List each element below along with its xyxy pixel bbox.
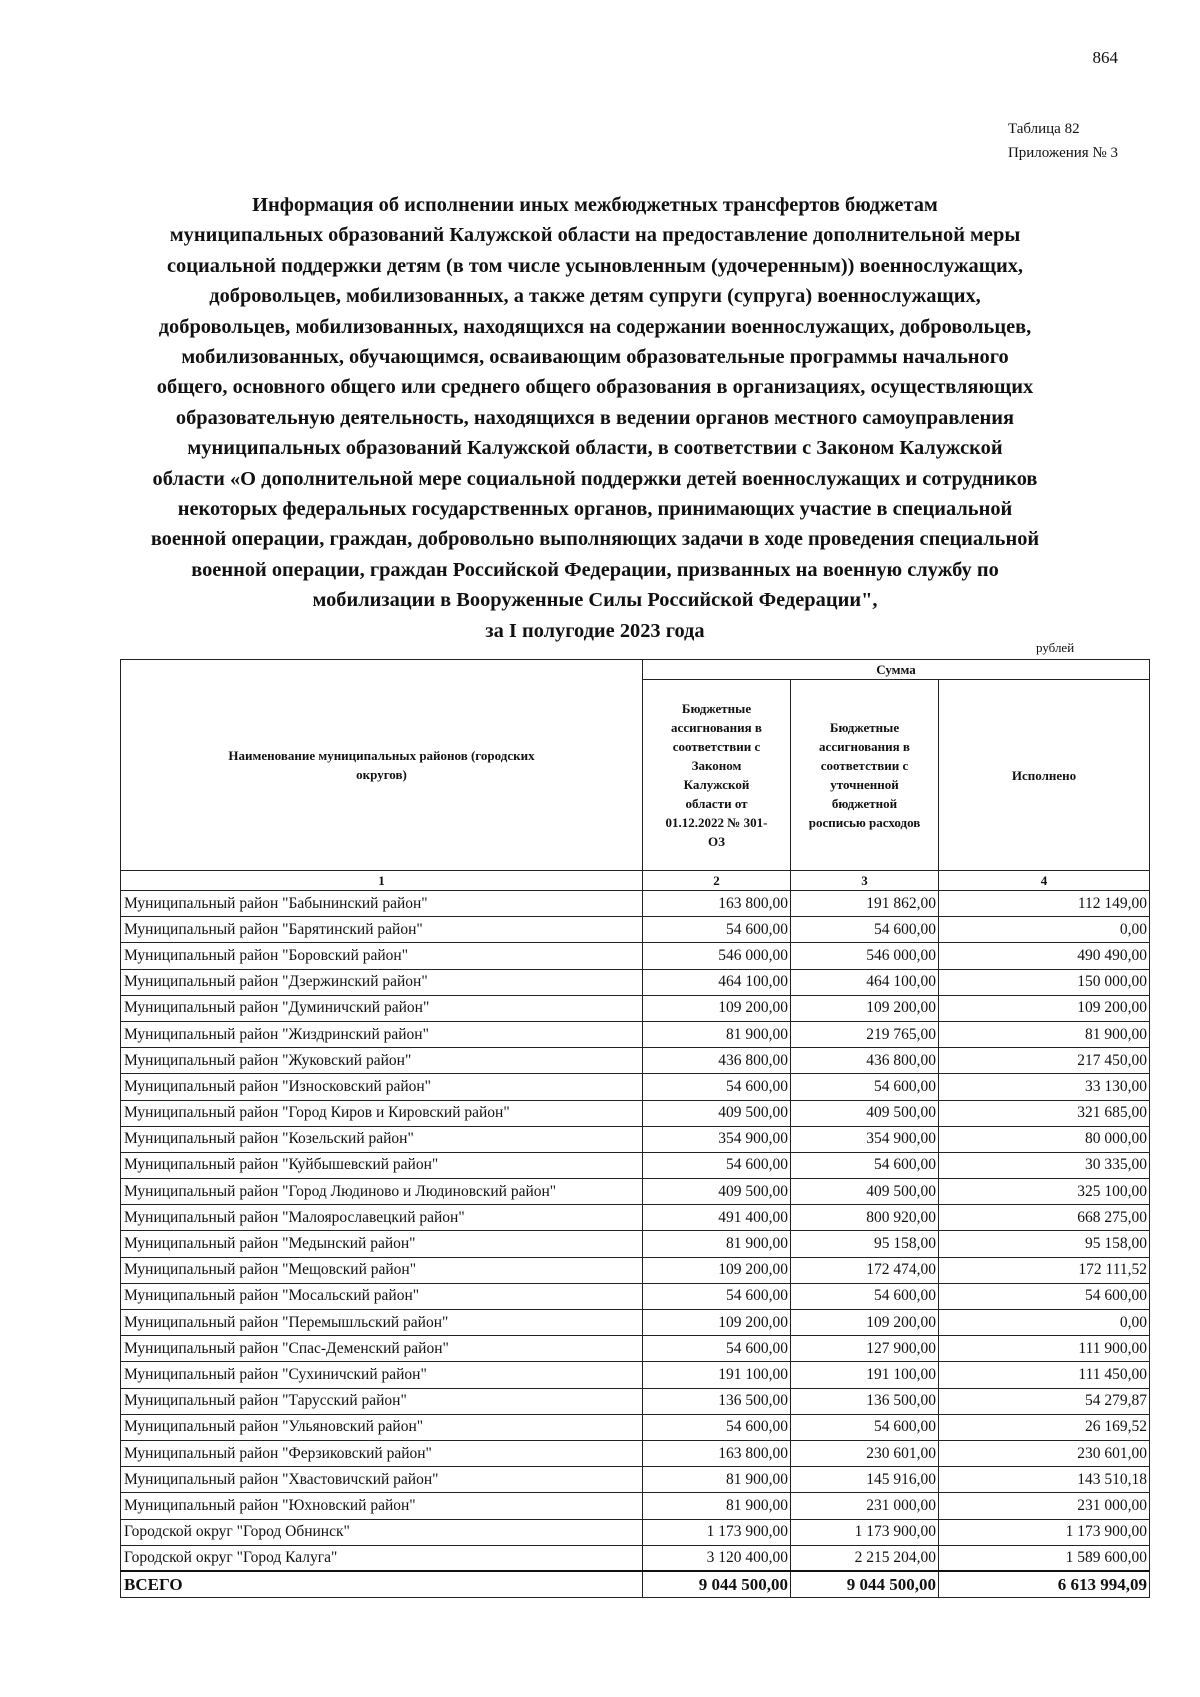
- row-executed-value: 0,00: [939, 1310, 1150, 1336]
- title-line: добровольцев, мобилизованных, а также детям супруги (супруга) военнослужащих,: [209, 285, 981, 308]
- row-refined-value: 546 000,00: [791, 943, 939, 969]
- row-name: Муниципальный район "Сухиничский район": [121, 1362, 643, 1388]
- row-refined-value: 230 601,00: [791, 1440, 939, 1466]
- table-row: [121, 943, 1150, 969]
- row-refined-value: 800 920,00: [791, 1205, 939, 1231]
- title-line: области «О дополнительной мере социальной поддержки детей военнослужащих и сотрудников: [152, 467, 1038, 490]
- table-row: [121, 1126, 1150, 1152]
- title-line: социальной поддержки детям (в том числе усыновленным (удочеренным)) военнослужащих,: [166, 254, 1024, 277]
- header-executed: Исполнено: [939, 680, 1150, 871]
- row-name: Муниципальный район "Думиничский район": [121, 995, 643, 1021]
- table-row: [121, 1545, 1150, 1571]
- row-name: Муниципальный район "Мещовский район": [121, 1257, 643, 1283]
- total-executed-value: 6 613 994,09: [939, 1571, 1150, 1597]
- row-name: Городской округ "Город Обнинск": [121, 1519, 643, 1545]
- row-refined-value: 191 862,00: [791, 891, 939, 917]
- column-number: 2: [643, 871, 791, 891]
- row-name: Муниципальный район "Жуковский район": [121, 1048, 643, 1074]
- table-row: [121, 1310, 1150, 1336]
- table-row: [121, 1467, 1150, 1493]
- table-row: [121, 1100, 1150, 1126]
- row-refined-value: 54 600,00: [791, 1283, 939, 1309]
- row-law-value: 409 500,00: [643, 1179, 791, 1205]
- row-name: Муниципальный район "Мосальский район": [121, 1283, 643, 1309]
- row-refined-value: 54 600,00: [791, 917, 939, 943]
- row-refined-value: 219 765,00: [791, 1021, 939, 1047]
- row-law-value: 54 600,00: [643, 1152, 791, 1178]
- row-law-value: 109 200,00: [643, 1257, 791, 1283]
- total-row: [121, 1571, 1150, 1597]
- row-executed-value: 111 900,00: [939, 1336, 1150, 1362]
- row-name: Муниципальный район "Тарусский район": [121, 1388, 643, 1414]
- row-law-value: 54 600,00: [643, 1336, 791, 1362]
- row-refined-value: 191 100,00: [791, 1362, 939, 1388]
- row-name: Городской округ "Город Калуга": [121, 1545, 643, 1571]
- row-law-value: 81 900,00: [643, 1467, 791, 1493]
- row-name: Муниципальный район "Перемышльский район": [121, 1310, 643, 1336]
- table-ref-line1: Таблица 82: [1007, 121, 1080, 137]
- row-refined-value: 145 916,00: [791, 1467, 939, 1493]
- table-row: [121, 1205, 1150, 1231]
- title-line: Информация об исполнении иных межбюджетных трансфертов бюджетам: [252, 194, 938, 216]
- row-law-value: 409 500,00: [643, 1100, 791, 1126]
- row-name: Муниципальный район "Барятинский район": [121, 917, 643, 943]
- row-law-value: 163 800,00: [643, 1440, 791, 1466]
- header-law-appropriations: Бюджетные ассигнования в соответствии с Законом Калужской области от 01.12.2022 № 301-ОЗ: [643, 680, 791, 871]
- row-refined-value: 1 173 900,00: [791, 1519, 939, 1545]
- total-label: ВСЕГО: [121, 1571, 643, 1597]
- row-executed-value: 490 490,00: [939, 943, 1150, 969]
- row-law-value: 54 600,00: [643, 917, 791, 943]
- row-refined-value: 464 100,00: [791, 969, 939, 995]
- table-row: [121, 1493, 1150, 1519]
- row-executed-value: 668 275,00: [939, 1205, 1150, 1231]
- row-executed-value: 1 589 600,00: [939, 1545, 1150, 1571]
- row-refined-value: 54 600,00: [791, 1074, 939, 1100]
- page-number: 864: [1092, 48, 1118, 67]
- table-row: [121, 1414, 1150, 1440]
- row-executed-value: 81 900,00: [939, 1021, 1150, 1047]
- document-title: [115, 190, 1075, 646]
- row-name: Муниципальный район "Медынский район": [121, 1231, 643, 1257]
- row-executed-value: 143 510,18: [939, 1467, 1150, 1493]
- row-refined-value: 436 800,00: [791, 1048, 939, 1074]
- row-name: Муниципальный район "Козельский район": [121, 1126, 643, 1152]
- column-number: 3: [791, 871, 939, 891]
- row-law-value: 436 800,00: [643, 1048, 791, 1074]
- row-name: Муниципальный район "Город Киров и Кировский район": [121, 1100, 643, 1126]
- row-executed-value: 321 685,00: [939, 1100, 1150, 1126]
- table-ref-line2: Приложения № 3: [1007, 145, 1118, 161]
- table-row: [121, 1440, 1150, 1466]
- row-name: Муниципальный район "Хвастовичский район": [121, 1467, 643, 1493]
- column-number: 1: [121, 871, 643, 891]
- row-name: Муниципальный район "Бабынинский район": [121, 891, 643, 917]
- row-executed-value: 95 158,00: [939, 1231, 1150, 1257]
- row-name: Муниципальный район "Жиздринский район": [121, 1021, 643, 1047]
- row-executed-value: 230 601,00: [939, 1440, 1150, 1466]
- row-refined-value: 136 500,00: [791, 1388, 939, 1414]
- units-label: рублей: [1036, 640, 1075, 655]
- header-refined-appropriations: Бюджетные ассигнования в соответствии с уточненной бюджетной росписью расходов: [791, 680, 939, 871]
- table-row: [121, 1179, 1150, 1205]
- row-name: Муниципальный район "Спас-Деменский район": [121, 1336, 643, 1362]
- title-line: муниципальных образований Калужской области, в соответствии с Законом Калужской: [187, 437, 1003, 460]
- title-line: некоторых федеральных государственных органов, принимающих участие в специальной: [177, 498, 1013, 521]
- row-law-value: 81 900,00: [643, 1021, 791, 1047]
- row-name: Муниципальный район "Ферзиковский район": [121, 1440, 643, 1466]
- table-row: [121, 1362, 1150, 1388]
- row-name: Муниципальный район "Боровский район": [121, 943, 643, 969]
- row-name: Муниципальный район "Юхновский район": [121, 1493, 643, 1519]
- table-row: [121, 1048, 1150, 1074]
- row-executed-value: 54 279,87: [939, 1388, 1150, 1414]
- row-executed-value: 111 450,00: [939, 1362, 1150, 1388]
- row-law-value: 54 600,00: [643, 1074, 791, 1100]
- table-row: [121, 1231, 1150, 1257]
- title-line: муниципальных образований Калужской области на предоставление дополнительной меры: [169, 224, 1021, 247]
- row-law-value: 163 800,00: [643, 891, 791, 917]
- row-refined-value: 109 200,00: [791, 995, 939, 1021]
- row-law-value: 81 900,00: [643, 1231, 791, 1257]
- row-refined-value: 172 474,00: [791, 1257, 939, 1283]
- row-name: Муниципальный район "Износковский район": [121, 1074, 643, 1100]
- row-law-value: 354 900,00: [643, 1126, 791, 1152]
- row-name: Муниципальный район "Куйбышевский район": [121, 1152, 643, 1178]
- title-line: мобилизованных, обучающимся, осваивающим образовательные программы начального: [181, 346, 1009, 369]
- row-law-value: 491 400,00: [643, 1205, 791, 1231]
- table-row: [121, 1021, 1150, 1047]
- row-executed-value: 54 600,00: [939, 1283, 1150, 1309]
- row-refined-value: 127 900,00: [791, 1336, 939, 1362]
- row-law-value: 54 600,00: [643, 1414, 791, 1440]
- row-refined-value: 409 500,00: [791, 1179, 939, 1205]
- row-name: Муниципальный район "Город Людиново и Людиновский район": [121, 1179, 643, 1205]
- row-law-value: 136 500,00: [643, 1388, 791, 1414]
- title-line: мобилизации в Вооруженные Силы Российской Федерации",: [312, 589, 878, 612]
- row-refined-value: 409 500,00: [791, 1100, 939, 1126]
- title-line: общего, основного общего или среднего общего образования в организациях, осуществляющих: [156, 376, 1034, 399]
- title-line: за I полугодие 2023 года: [485, 619, 705, 642]
- table-row: [121, 1519, 1150, 1545]
- row-refined-value: 54 600,00: [791, 1414, 939, 1440]
- total-law-value: 9 044 500,00: [643, 1571, 791, 1597]
- row-law-value: 464 100,00: [643, 969, 791, 995]
- table-row: [121, 1283, 1150, 1309]
- title-line: военной операции, граждан, добровольно выполняющих задачи в ходе проведения специальной: [150, 528, 1040, 551]
- row-executed-value: 1 173 900,00: [939, 1519, 1150, 1545]
- table-reference: [1008, 117, 1118, 165]
- row-law-value: 109 200,00: [643, 1310, 791, 1336]
- row-executed-value: 112 149,00: [939, 891, 1150, 917]
- row-executed-value: 231 000,00: [939, 1493, 1150, 1519]
- row-refined-value: 109 200,00: [791, 1310, 939, 1336]
- table-row: [121, 969, 1150, 995]
- row-law-value: 191 100,00: [643, 1362, 791, 1388]
- header-name-column: Наименование муниципальных районов (городских округов): [121, 660, 643, 871]
- row-executed-value: 33 130,00: [939, 1074, 1150, 1100]
- row-executed-value: 26 169,52: [939, 1414, 1150, 1440]
- row-executed-value: 150 000,00: [939, 969, 1150, 995]
- row-executed-value: 172 111,52: [939, 1257, 1150, 1283]
- table-row: [121, 1336, 1150, 1362]
- row-name: Муниципальный район "Малоярославецкий район": [121, 1205, 643, 1231]
- row-law-value: 109 200,00: [643, 995, 791, 1021]
- table-row: [121, 1152, 1150, 1178]
- table-row: [121, 917, 1150, 943]
- row-law-value: 81 900,00: [643, 1493, 791, 1519]
- row-refined-value: 54 600,00: [791, 1152, 939, 1178]
- table-row: [121, 891, 1150, 917]
- table-row: [121, 1388, 1150, 1414]
- row-law-value: 1 173 900,00: [643, 1519, 791, 1545]
- row-refined-value: 95 158,00: [791, 1231, 939, 1257]
- report-table: [120, 659, 1150, 1598]
- row-law-value: 546 000,00: [643, 943, 791, 969]
- table-row: [121, 995, 1150, 1021]
- row-executed-value: 109 200,00: [939, 995, 1150, 1021]
- row-executed-value: 30 335,00: [939, 1152, 1150, 1178]
- row-refined-value: 354 900,00: [791, 1126, 939, 1152]
- row-name: Муниципальный район "Дзержинский район": [121, 969, 643, 995]
- total-refined-value: 9 044 500,00: [791, 1571, 939, 1597]
- table-row: [121, 1257, 1150, 1283]
- row-executed-value: 217 450,00: [939, 1048, 1150, 1074]
- row-law-value: 3 120 400,00: [643, 1545, 791, 1571]
- title-line: военной операции, граждан Российской Федерации, призванных на военную службу по: [191, 558, 999, 581]
- row-name: Муниципальный район "Ульяновский район": [121, 1414, 643, 1440]
- row-executed-value: 80 000,00: [939, 1126, 1150, 1152]
- row-refined-value: 2 215 204,00: [791, 1545, 939, 1571]
- row-executed-value: 325 100,00: [939, 1179, 1150, 1205]
- table-row: [121, 1074, 1150, 1100]
- title-line: образовательную деятельность, находящихся в ведении органов местного самоуправления: [175, 406, 1015, 429]
- row-law-value: 54 600,00: [643, 1283, 791, 1309]
- title-line: добровольцев, мобилизованных, находящихся на содержании военнослужащих, добровольцев,: [158, 315, 1032, 338]
- column-number: 4: [939, 871, 1150, 891]
- row-executed-value: 0,00: [939, 917, 1150, 943]
- row-refined-value: 231 000,00: [791, 1493, 939, 1519]
- header-sum: Сумма: [643, 660, 1150, 680]
